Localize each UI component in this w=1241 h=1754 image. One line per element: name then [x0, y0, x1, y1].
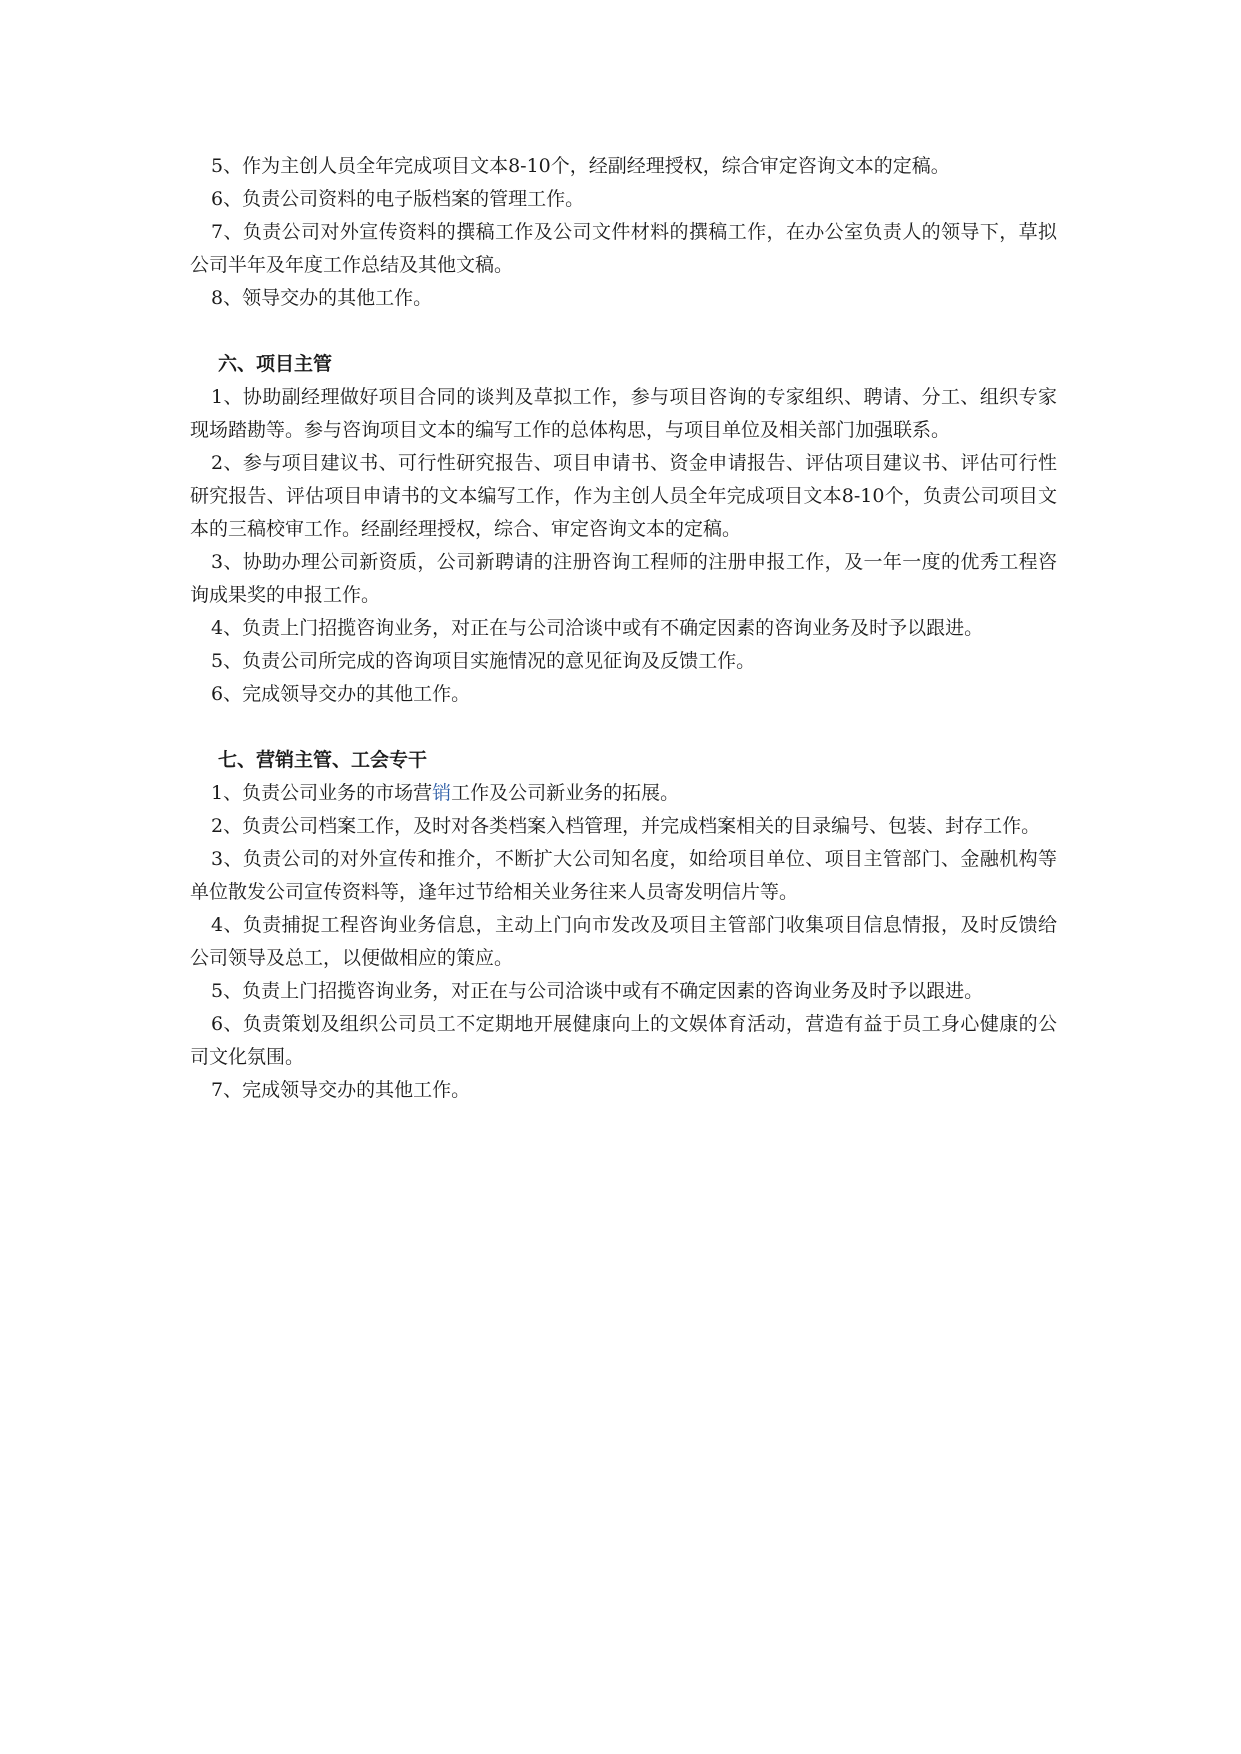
section-heading: 七、营销主管、工会专干: [218, 749, 428, 771]
list-item-text: 工作及公司新业务的拓展。: [451, 782, 680, 804]
list-item: 6、完成领导交办的其他工作。: [211, 683, 471, 705]
section-heading: 六、项目主管: [218, 353, 333, 375]
list-item: 2、参与项目建议书、可行性研究报告、项目申请书、资金申请报告、评估项目建议书、评估可行性研究报告、评估项目申请书的文本编写工作，作为主创人员全年完成项目文本8-10个，负责公司项目文本的三稿校审工作。经副经理授权，综合、审定咨询文本的定稿。: [190, 452, 1057, 540]
list-item: 2、负责公司档案工作，及时对各类档案入档管理，并完成档案相关的目录编号、包装、封存工作。: [211, 815, 1041, 837]
list-item: 4、负责上门招揽咨询业务，对正在与公司洽谈中或有不确定因素的咨询业务及时予以跟进。: [211, 617, 984, 639]
list-item: 3、协助办理公司新资质，公司新聘请的注册咨询工程师的注册申报工作，及一年一度的优秀工程咨询成果奖的申报工作。: [190, 551, 1057, 606]
list-item: 8、领导交办的其他工作。: [211, 287, 433, 309]
list-item: 5、负责上门招揽咨询业务，对正在与公司洽谈中或有不确定因素的咨询业务及时予以跟进。: [211, 980, 984, 1002]
list-item: 3、负责公司的对外宣传和推介，不断扩大公司知名度，如给项目单位、项目主管部门、金融机构等单位散发公司宣传资料等，逢年过节给相关业务往来人员寄发明信片等。: [190, 848, 1057, 903]
section-seven: [190, 744, 1057, 1107]
section-five-tail: [190, 150, 1057, 315]
hyperlink[interactable]: 销: [432, 782, 452, 804]
section-spacer: [190, 711, 1057, 744]
list-item: 6、负责公司资料的电子版档案的管理工作。: [211, 188, 585, 210]
section-spacer: [190, 315, 1057, 348]
list-item: [190, 777, 1057, 810]
list-item: 4、负责捕捉工程咨询业务信息，主动上门向市发改及项目主管部门收集项目信息情报，及时反馈给公司领导及总工，以便做相应的策应。: [190, 914, 1057, 969]
list-item: 6、负责策划及组织公司员工不定期地开展健康向上的文娱体育活动，营造有益于员工身心健康的公司文化氛围。: [190, 1013, 1057, 1068]
document-body: [190, 150, 1057, 1107]
list-item-text: 1、负责公司业务的市场营: [211, 782, 433, 804]
list-item: 1、协助副经理做好项目合同的谈判及草拟工作，参与项目咨询的专家组织、聘请、分工、组织专家现场踏勘等。参与咨询项目文本的编写工作的总体构思，与项目单位及相关部门加强联系。: [190, 386, 1057, 441]
list-item: 5、作为主创人员全年完成项目文本8-10个，经副经理授权，综合审定咨询文本的定稿。: [211, 155, 950, 177]
section-six: [190, 348, 1057, 711]
list-item: 5、负责公司所完成的咨询项目实施情况的意见征询及反馈工作。: [211, 650, 756, 672]
list-item: 7、负责公司对外宣传资料的撰稿工作及公司文件材料的撰稿工作，在办公室负责人的领导下，草拟公司半年及年度工作总结及其他文稿。: [190, 221, 1057, 276]
list-item: 7、完成领导交办的其他工作。: [211, 1079, 471, 1101]
